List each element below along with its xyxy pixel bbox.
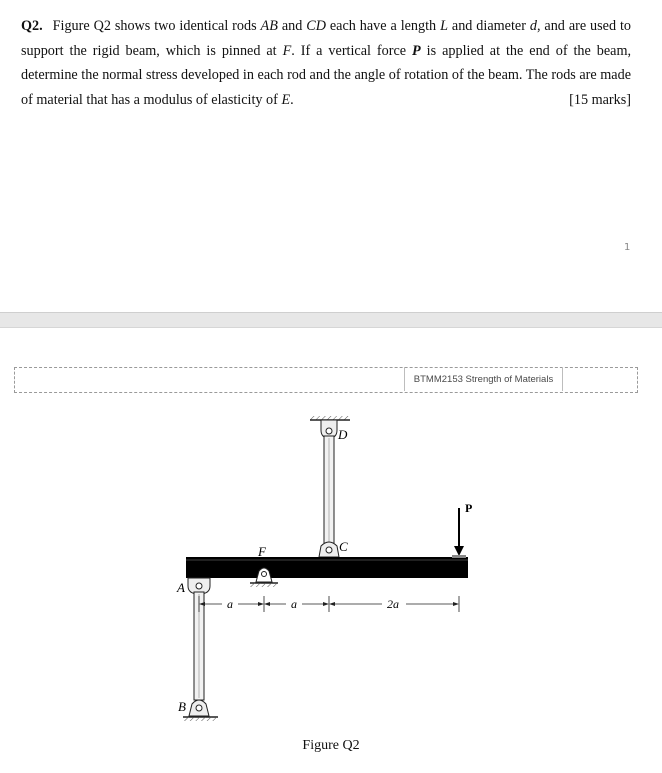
- header-course-title: BTMM2153 Strength of Materials: [404, 367, 563, 391]
- label-a: A: [177, 580, 185, 595]
- question-text: Figure Q2 shows two identical rods AB and CD each have a length L and diameter d, and are used to support the rigid beam, which is pinned at F. If a vertical force P is applied at the end of the beam, determine the normal stress developed in each rod and the angle of rotation of the beam. The rods are made of material that has a modulus of elasticity of E.: [21, 18, 632, 108]
- label-b: B: [178, 699, 186, 714]
- document-page-1: [0, 0, 662, 312]
- label-d: D: [338, 427, 348, 442]
- dim-label-a2: a: [291, 597, 297, 611]
- page-separator: [0, 312, 662, 328]
- page-header[interactable]: [14, 367, 638, 393]
- marks-label: [15 marks]: [569, 91, 631, 108]
- label-p: P: [465, 501, 473, 515]
- question-number: Q2.: [21, 18, 43, 34]
- page-number: 1: [624, 242, 631, 253]
- figure-q2: [0, 400, 662, 730]
- question-q2: [21, 14, 631, 112]
- dim-label-a1: a: [227, 597, 233, 611]
- dim-label-2a: 2a: [387, 597, 399, 611]
- pin-c: [319, 542, 339, 557]
- force-p-arrow: [452, 508, 466, 558]
- label-c: C: [339, 539, 348, 554]
- label-f: F: [258, 544, 266, 559]
- figure-caption: Figure Q2: [302, 738, 360, 753]
- support-b: [183, 700, 218, 721]
